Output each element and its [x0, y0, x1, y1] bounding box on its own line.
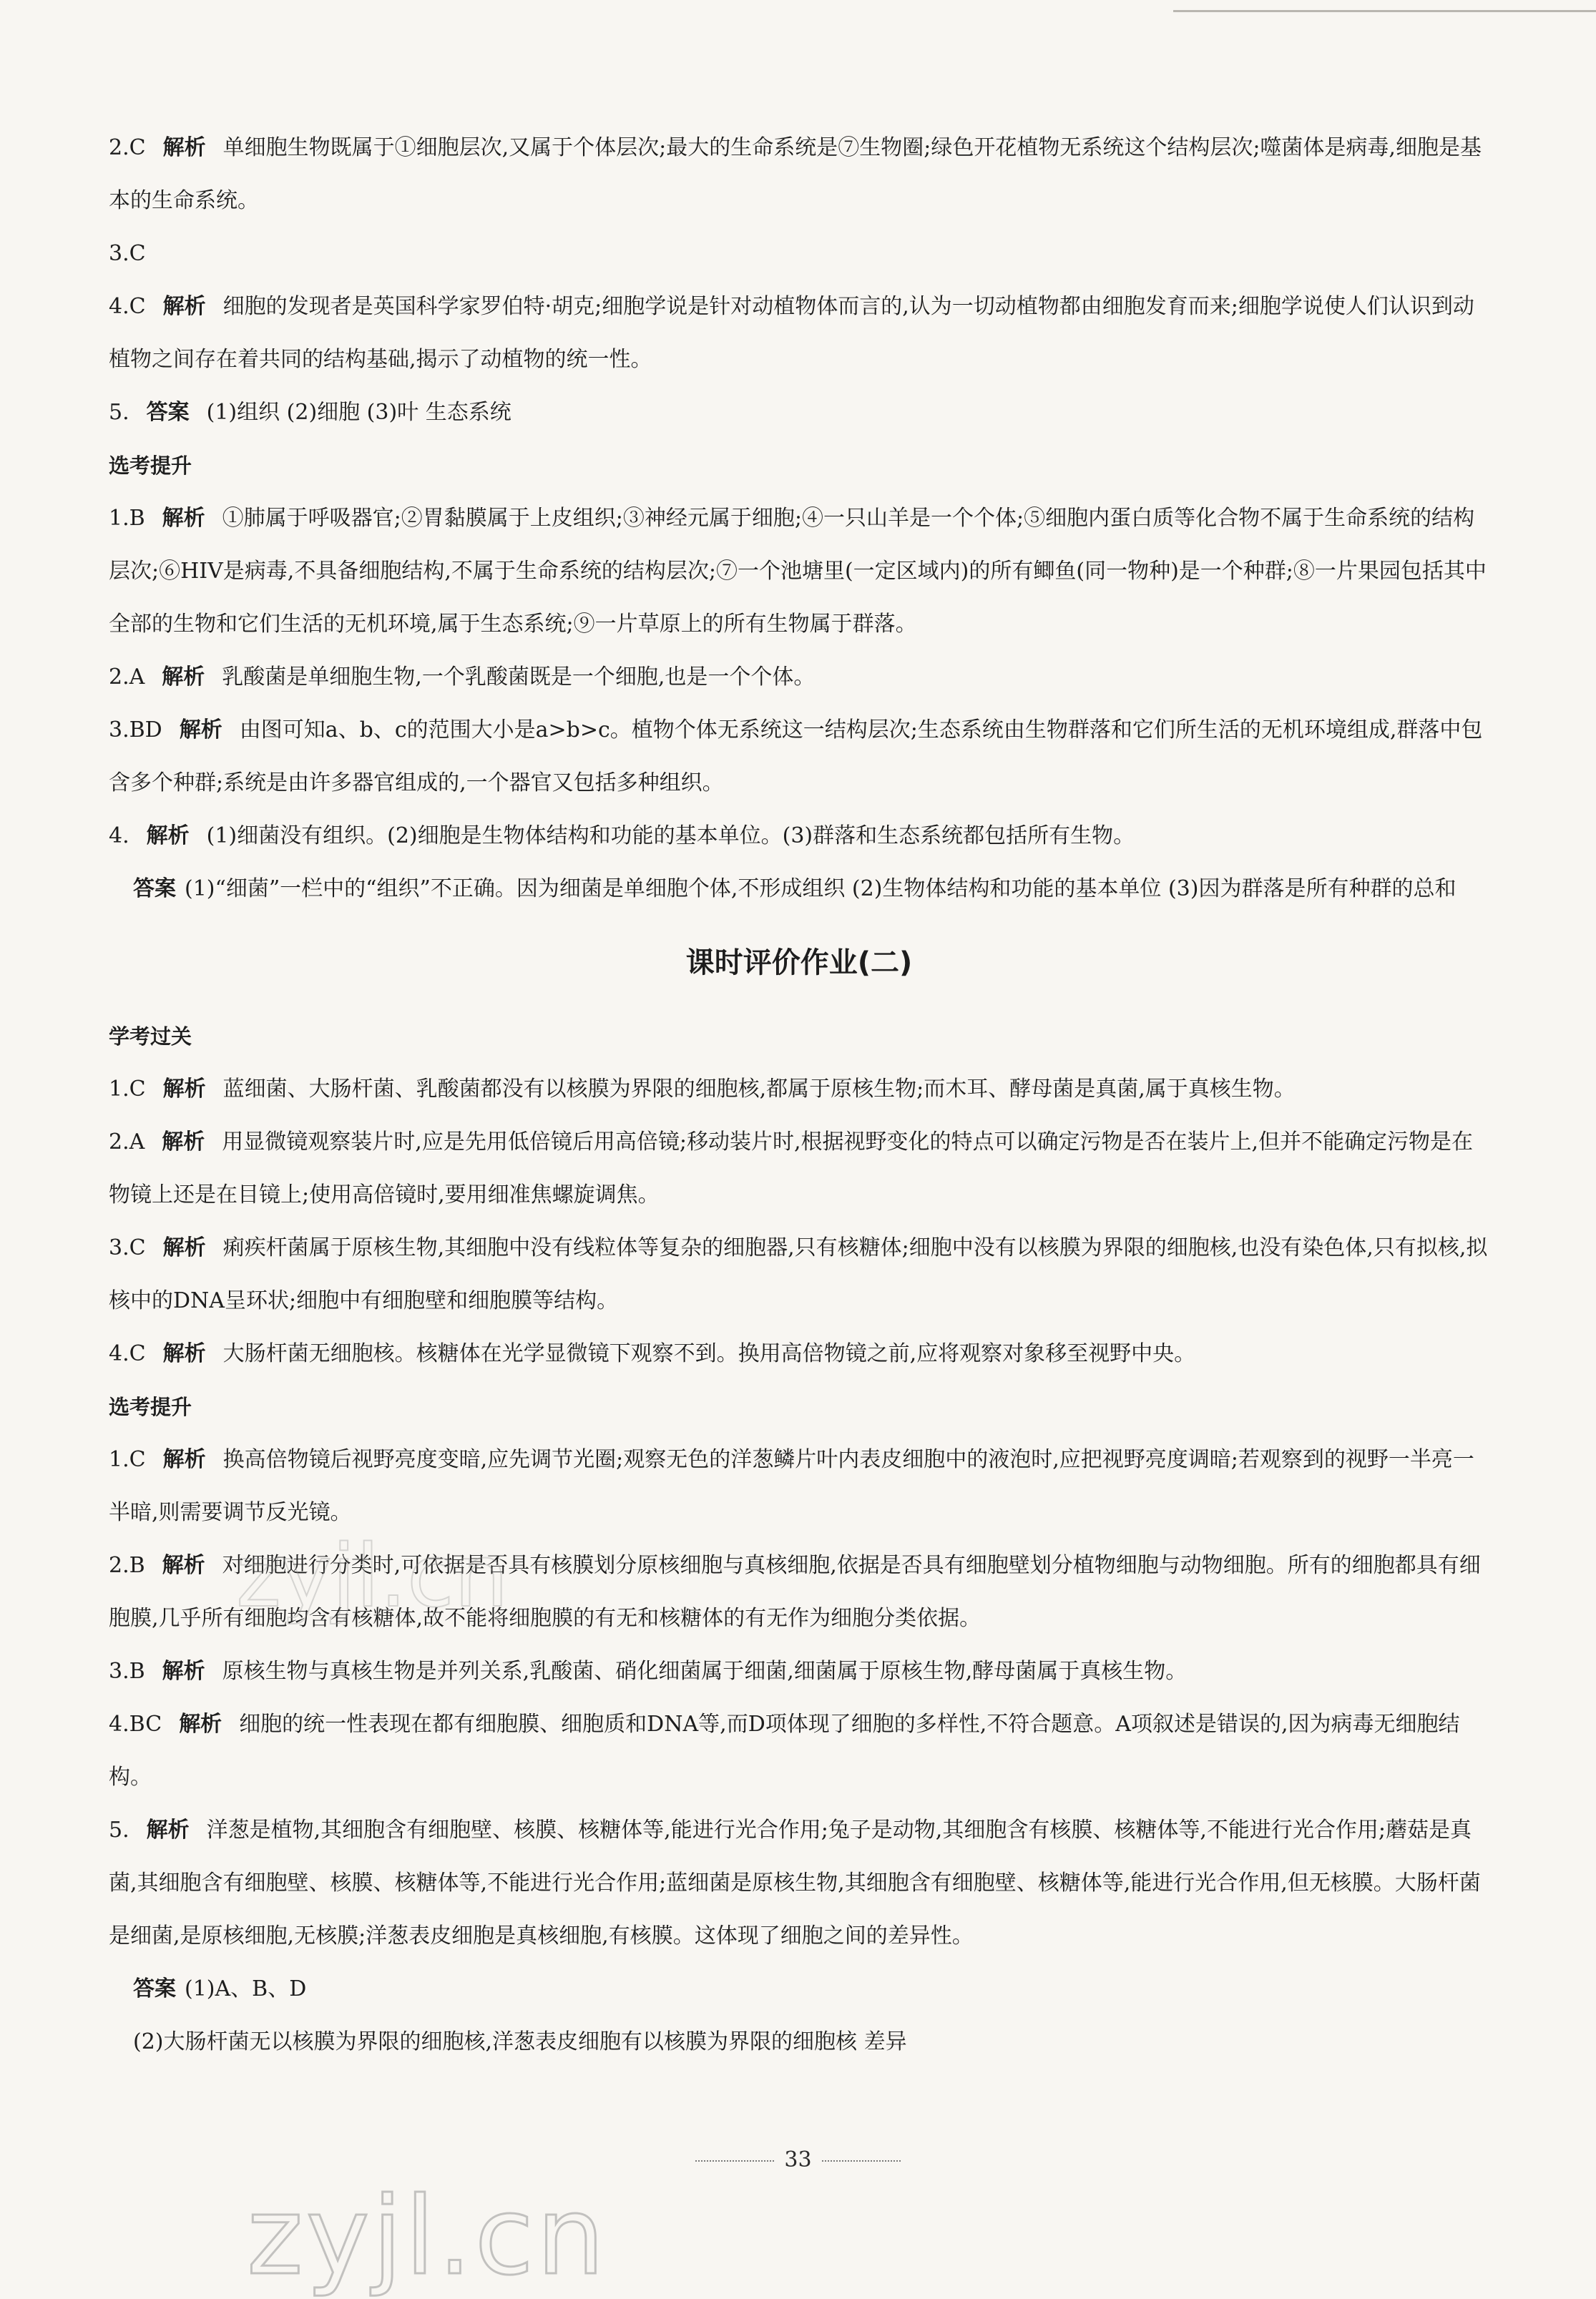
answer-c2: 2.B 解析 对细胞进行分类时,可依据是否具有核膜划分原核细胞与真核细胞,依据是否具有细胞壁划分植物细胞与动物细胞。所有的细胞都具有细胞膜,几乎所有细胞均含有核糖体,故不能将细胞膜的有无和核糖体的有无作为细胞分类依据。 [109, 1553, 1481, 1631]
answer-c3: 3.B 解析 原核生物与真核生物是并列关系,乳酸菌、硝化细菌属于细菌,细菌属于原核生物,酵母菌属于真核生物。 [109, 1659, 1188, 1684]
answer-q2: 2.C 解析 单细胞生物既属于①细胞层次,又属于个体层次;最大的生命系统是⑦生物圈;绿色开花植物无系统这个结构层次;噬菌体是病毒,细胞是基本的生命系统。 [109, 135, 1482, 213]
page-footer [0, 2147, 1596, 2172]
assignment-title: 课时评价作业(二) [685, 946, 913, 979]
answer-b2: 2.A 解析 用显微镜观察装片时,应是先用低倍镜后用高倍镜;移动装片时,根据视野变化的特点可以确定污物是否在装片上,但并不能确定污物是在物镜上还是在目镜上;使用高倍镜时,要用细准焦螺旋调焦。 [109, 1129, 1474, 1207]
section-heading-xuankao-2: 选考提升 [109, 1395, 192, 1419]
section-heading-xuankao-1: 选考提升 [109, 454, 192, 478]
answer-x3: 3.BD 解析 由图可知a、b、c的范围大小是a>b>c。植物个体无系统这一结构层次;生态系统由生物群落和它们所生活的无机环境组成,群落中包含多个种群;系统是由许多器官组成的,一个器官又包括多种组织。 [109, 717, 1483, 795]
watermark-mid: zyjl.cn [236, 1527, 509, 1627]
answer-b3: 3.C 解析 痢疾杆菌属于原核生物,其细胞中没有线粒体等复杂的细胞器,只有核糖体;细胞中没有以核膜为界限的细胞核,也没有染色体,只有拟核,拟核中的DNA呈环状;细胞中有细胞壁和细胞膜等结构。 [109, 1235, 1488, 1313]
answer-q5: 5. 答案 (1)组织 (2)细胞 (3)叶 生态系统 [109, 400, 511, 425]
answer-b1: 1.C 解析 蓝细菌、大肠杆菌、乳酸菌都没有以核膜为界限的细胞核,都属于原核生物;而木耳、酵母菌是真菌,属于真核生物。 [109, 1077, 1296, 1102]
answer-c5-final: 答案 (1)A、B、D [133, 1976, 307, 2001]
top-rule [1173, 10, 1596, 12]
answer-q3: 3.C [109, 241, 146, 266]
answer-c5-final-2: (2)大肠杆菌无以核膜为界限的细胞核,洋葱表皮细胞有以核膜为界限的细胞核 差异 [133, 2029, 907, 2054]
answer-x2: 2.A 解析 乳酸菌是单细胞生物,一个乳酸菌既是一个细胞,也是一个个体。 [109, 665, 816, 690]
answer-x4-final: 答案 (1)“细菌”一栏中的“组织”不正确。因为细菌是单细胞个体,不形成组织 (2)生物体结构和功能的基本单位 (3)因为群落是所有种群的总和 [133, 876, 1457, 901]
answer-page [109, 122, 1489, 2069]
answer-q4: 4.C 解析 细胞的发现者是英国科学家罗伯特·胡克;细胞学说是针对动植物体而言的,认为一切动植物都由细胞发育而来;细胞学说使人们认识到动植物之间存在着共同的结构基础,揭示了动植物的统一性。 [109, 294, 1474, 372]
answer-b4: 4.C 解析 大肠杆菌无细胞核。核糖体在光学显微镜下观察不到。换用高倍物镜之前,应将观察对象移至视野中央。 [109, 1341, 1196, 1366]
footer-dots-left [695, 2160, 774, 2162]
answer-x1: 1.B 解析 ①肺属于呼吸器官;②胃黏膜属于上皮组织;③神经元属于细胞;④一只山羊是一个个体;⑤细胞内蛋白质等化合物不属于生命系统的结构层次;⑥HIV是病毒,不具备细胞结构,不属于生命系统的结构层次;⑦一个池塘里(一定区域内)的所有鲫鱼(同一物种)是一个种群;⑧一片果园包括其中全部的生物和它们生活的无机环境,属于生态系统;⑨一片草原上的所有生物属于群落。 [109, 506, 1487, 637]
page-number: 33 [784, 2147, 812, 2172]
answer-x4: 4. 解析 (1)细菌没有组织。(2)细胞是生物体结构和功能的基本单位。(3)群落和生态系统都包括所有生物。 [109, 823, 1135, 848]
answer-c1: 1.C 解析 换高倍物镜后视野亮度变暗,应先调节光圈;观察无色的洋葱鳞片叶内表皮细胞中的液泡时,应把视野亮度调暗;若观察到的视野一半亮一半暗,则需要调节反光镜。 [109, 1447, 1474, 1525]
answer-c4: 4.BC 解析 细胞的统一性表现在都有细胞膜、细胞质和DNA等,而D项体现了细胞的多样性,不符合题意。A项叙述是错误的,因为病毒无细胞结构。 [109, 1712, 1460, 1790]
answer-c5: 5. 解析 洋葱是植物,其细胞含有细胞壁、核膜、核糖体等,能进行光合作用;兔子是动物,其细胞含有核膜、核糖体等,不能进行光合作用;蘑菇是真菌,其细胞含有细胞壁、核膜、核糖体等,不能进行光合作用;蓝细菌是原核生物,其细胞含有细胞壁、核糖体等,能进行光合作用,但无核膜。大肠杆菌是细菌,是原核细胞,无核膜;洋葱表皮细胞是真核细胞,有核膜。这体现了细胞之间的差异性。 [109, 1818, 1481, 1948]
watermark-bottom: zyjl.cn [247, 2175, 608, 2299]
section-heading-xuekao: 学考过关 [109, 1024, 192, 1049]
footer-dots-right [822, 2160, 901, 2162]
